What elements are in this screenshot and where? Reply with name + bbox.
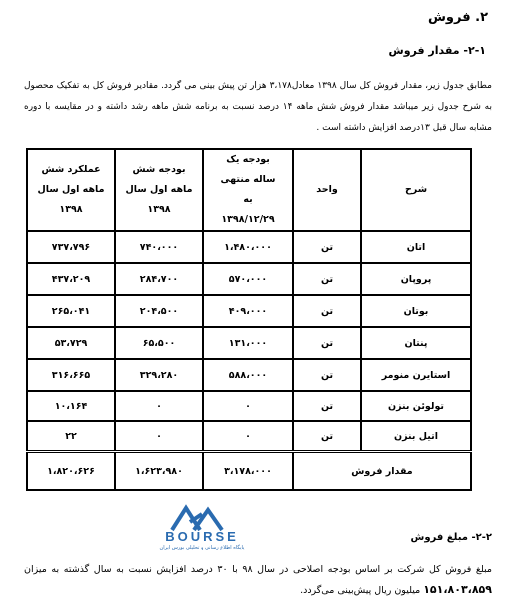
row-name: پروپان xyxy=(361,263,471,295)
row-actual-six: ۴۳۷،۲۰۹ xyxy=(27,263,115,295)
row-budget-year: ۴۰۹،۰۰۰ xyxy=(203,295,293,327)
amount-paragraph-suffix: میلیون ریال پیش‌بینی می‌گردد. xyxy=(300,585,424,596)
table-row xyxy=(27,359,471,391)
total-label: مقدار فروش xyxy=(293,452,471,491)
section-title: ۲. فروش xyxy=(427,10,488,25)
sales-table xyxy=(26,148,472,491)
total-budget-year: ۳،۱۷۸،۰۰۰ xyxy=(203,452,293,491)
row-actual-six: ۷۳۷،۷۹۶ xyxy=(27,231,115,263)
row-actual-six: ۲۲ xyxy=(27,421,115,452)
row-unit: تن xyxy=(293,391,361,421)
row-budget-six: ۳۲۹،۲۸۰ xyxy=(115,359,203,391)
logo-name: BOURSE xyxy=(165,529,239,544)
header-actual-six-text: عملکرد شش ماهه اول سال ۱۳۹۸ xyxy=(37,164,105,215)
table-row xyxy=(27,263,471,295)
row-unit: تن xyxy=(293,359,361,391)
table-row xyxy=(27,327,471,359)
bourse-watermark-logo xyxy=(102,500,302,550)
row-budget-six: ۲۸۴،۷۰۰ xyxy=(115,263,203,295)
row-budget-year: ۵۸۸،۰۰۰ xyxy=(203,359,293,391)
row-budget-six: ۰ xyxy=(115,421,203,452)
table-row xyxy=(27,391,471,421)
amount-paragraph xyxy=(24,560,492,601)
row-name: پنتان xyxy=(361,327,471,359)
logo-tagline: پایگاه اطلاع رسانی و تحلیلی بورس ایران xyxy=(159,545,245,550)
total-actual-six: ۱،۸۲۰،۶۲۶ xyxy=(27,452,115,491)
header-budget-six xyxy=(115,149,203,231)
row-unit: تن xyxy=(293,327,361,359)
header-desc: شرح xyxy=(361,149,471,231)
row-actual-six: ۱۰،۱۶۴ xyxy=(27,391,115,421)
row-unit: تن xyxy=(293,231,361,263)
header-budget-year xyxy=(203,149,293,231)
row-budget-year: ۰ xyxy=(203,391,293,421)
subsection-title-quantity: ۲-۱- مقدار فروش xyxy=(388,44,486,57)
row-name: اتان xyxy=(361,231,471,263)
row-budget-six: ۷۴۰،۰۰۰ xyxy=(115,231,203,263)
intro-paragraph: مطابق جدول زیر، مقدار فروش کل سال ۱۳۹۸ معادل۳،۱۷۸ هزار تن پیش بینی می گردد. مقادیر فروش کل به تفکیک محصول به شرح جدول زیر میباشد مقدار فروش شش ماهه ۱۴ درصد نسبت به برنامه شش ماهه رشد داشته و در مقایسه با دوره مشابه سال قبل ۱۳درصد افزایش داشته است . xyxy=(24,81,493,133)
row-budget-six: ۶۵،۵۰۰ xyxy=(115,327,203,359)
table-row xyxy=(27,231,471,263)
table-row xyxy=(27,421,471,452)
table-header-row xyxy=(27,149,471,231)
row-budget-year: ۵۷۰،۰۰۰ xyxy=(203,263,293,295)
row-name: اتیل بنزن xyxy=(361,421,471,452)
header-budget-six-text: بودجه شش ماهه اول سال ۱۳۹۸ xyxy=(125,164,193,215)
header-actual-six xyxy=(27,149,115,231)
row-name: تولوئن بنزن xyxy=(361,391,471,421)
row-unit: تن xyxy=(293,263,361,295)
row-budget-six: ۰ xyxy=(115,391,203,421)
row-budget-six: ۲۰۴،۵۰۰ xyxy=(115,295,203,327)
logo-graphic xyxy=(102,500,302,550)
row-budget-year: ۱،۴۸۰،۰۰۰ xyxy=(203,231,293,263)
header-unit: واحد xyxy=(293,149,361,231)
total-budget-six: ۱،۶۲۳،۹۸۰ xyxy=(115,452,203,491)
row-budget-year: ۱۳۱،۰۰۰ xyxy=(203,327,293,359)
row-unit: تن xyxy=(293,295,361,327)
row-budget-year: ۰ xyxy=(203,421,293,452)
row-actual-six: ۳۱۶،۶۶۵ xyxy=(27,359,115,391)
row-actual-six: ۲۶۵،۰۴۱ xyxy=(27,295,115,327)
row-actual-six: ۵۳،۷۲۹ xyxy=(27,327,115,359)
table-total-row xyxy=(27,452,471,491)
amount-paragraph-text: مبلغ فروش کل شرکت بر اساس بودجه اصلاحی در سال ۹۸ با ۳۰ درصد افزایش نسبت به سال گذشته به میزان xyxy=(24,564,493,575)
row-name: استایرن منومر xyxy=(361,359,471,391)
header-budget-year-text: بودجه یک ساله منتهی به ۱۳۹۸/۱۲/۲۹ xyxy=(220,154,276,225)
sales-amount-value: ۱۵۱،۸۰۳،۸۵۹ xyxy=(423,583,492,596)
subsection-title-amount: ۲-۲- مبلغ فروش xyxy=(410,532,492,543)
row-unit: تن xyxy=(293,421,361,452)
table-row xyxy=(27,295,471,327)
row-name: بوتان xyxy=(361,295,471,327)
